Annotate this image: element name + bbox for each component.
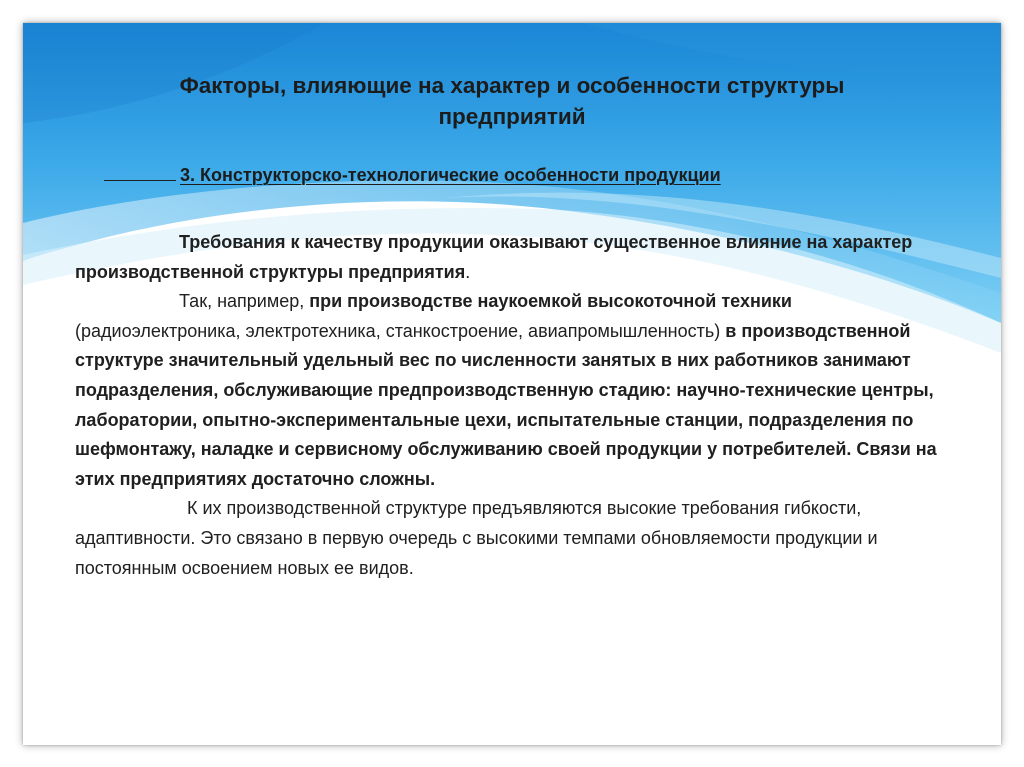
slide-title — [63, 70, 961, 132]
paragraph-2-industries: (радиоэлектроника, электротехника, станкостроение, авиапромышленность) — [75, 320, 726, 341]
section-heading-row — [104, 165, 864, 191]
slide-title-line-1: Факторы, влияющие на характер и особенности структуры — [179, 73, 845, 98]
paragraph-high-tech-example — [75, 287, 937, 494]
paragraph-2-lead: Так, например, — [179, 291, 310, 312]
paragraph-quality-requirements — [75, 228, 937, 287]
paragraph-2-bold-1: при производстве наукоемкой высокоточной техники — [309, 291, 792, 312]
paragraph-2-bold-2: в производственной структуре значительный удельный вес по численности занятых в них работников занимают подразделения, обслуживающие предпроизводственную стадию: научно-технические центры, лаборатории, опытно-экспериментальные цехи, испытательные станции, подразделения по шефмонтажу, наладке и сервисному обслуживанию своей продукции у потребителей. Связи на этих предприятиях достаточно сложны. — [75, 320, 937, 489]
slide-title-line-2: предприятий — [438, 104, 586, 129]
heading-underline-rule — [104, 180, 176, 181]
section-heading: 3. Конструкторско-технологические особенности продукции — [180, 165, 721, 185]
paragraph-flexibility-requirements — [75, 494, 937, 583]
slide-body — [75, 228, 937, 583]
paragraph-3-text: К их производственной структуре предъявляются высокие требования гибкости, адаптивности. Это связано в первую очередь с высокими темпами обновляемости продукции и постоянным освоением новых ее видов. — [75, 498, 878, 578]
paragraph-1-end: . — [465, 261, 471, 282]
paragraph-1-bold: Требования к качеству продукции оказывают существенное влияние на характер производственной структуры предприятия — [75, 232, 913, 282]
slide — [23, 23, 1001, 745]
slide-content — [23, 23, 1001, 745]
